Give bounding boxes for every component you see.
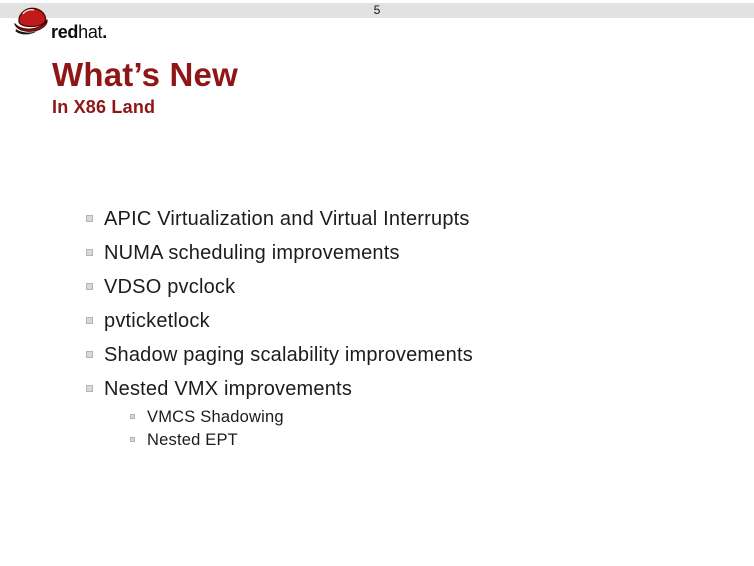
logo-word-red: red [51,22,79,42]
sub-bullet-label: Nested EPT [147,431,238,449]
bullet-label: Nested VMX improvements [104,377,353,400]
bullet-square-icon [130,437,135,442]
bullet-square-icon [130,414,135,419]
slide-title: What’s New [52,56,238,93]
bullet-square-icon [86,351,93,358]
bullet-square-icon [86,283,93,290]
redhat-hat-icon [13,5,49,41]
bullet-item [86,236,726,270]
sub-bullet-item [130,406,726,429]
bullet-item [86,304,726,338]
bullet-item [86,372,726,406]
bullet-list [86,202,726,452]
bullet-label: Shadow paging scalability improvements [104,343,473,366]
sub-bullet-list [130,406,726,452]
slide-subtitle: In X86 Land [52,97,156,117]
sub-bullet-item [130,429,726,452]
bullet-label: NUMA scheduling improvements [104,241,400,264]
bullet-item [86,270,726,304]
redhat-logo [13,5,107,41]
top-bar [0,3,754,18]
bullet-square-icon [86,385,93,392]
logo-word-hat: hat [78,22,103,42]
bullet-label: VDSO pvclock [104,275,236,298]
bullet-item [86,202,726,236]
bullet-item [86,338,726,372]
bullet-square-icon [86,215,93,222]
redhat-logo-wordmark [51,24,107,40]
logo-period: . [102,22,107,42]
page-number: 5 [373,3,381,17]
bullet-square-icon [86,317,93,324]
bullet-square-icon [86,249,93,256]
bullet-label: pvticketlock [104,309,210,332]
sub-bullet-label: VMCS Shadowing [147,408,284,426]
bullet-label: APIC Virtualization and Virtual Interrupts [104,207,470,230]
